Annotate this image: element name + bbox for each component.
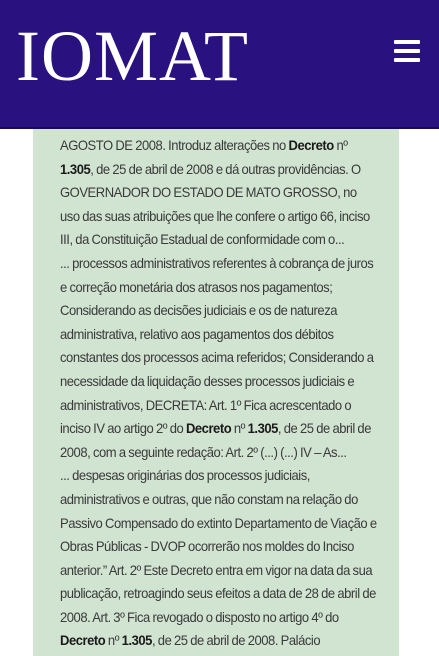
hamburger-menu-icon[interactable] <box>390 36 426 66</box>
snippet-run: , de 25 de abril de 2008 e dá outras providências. O GOVERNADOR DO ESTADO DE MATO GROSSO, no uso das suas atribuições que lhe confere o artigo 66, inciso III, da Constituição Estadual de conformidade com o... <box>60 160 370 248</box>
site-header <box>0 0 439 129</box>
menu-bar <box>394 40 420 44</box>
snippet-text <box>60 134 378 653</box>
highlighted-term: Decreto <box>288 137 334 153</box>
snippet-paragraph-3 <box>60 464 378 653</box>
snippet-run: nº <box>231 420 248 437</box>
highlighted-term: 1.305 <box>247 420 278 437</box>
snippet-run: , de 25 de abril de 2008, com a seguinte redação: Art. 2º (...) (...) IV – As... <box>60 420 371 460</box>
snippet-paragraph-2 <box>60 252 378 464</box>
snippet-run: nº <box>333 137 348 153</box>
snippet-run: AGOSTO DE 2008. Introduz alterações no <box>60 137 289 153</box>
snippet-run: ... despesas originárias dos processos judiciais, administrativos e outras, que não constam na relação do Passivo Compensado do extinto Departamento de Viação e Obras Públicas - DVOP ocorrerão nos moldes do Inciso anterior.” Art. 2º Este Decreto entra em vigor na data da sua publicação, retroagindo seus efeitos a data de 28 de abril de 2008. Art. 3º Fica revogado o disposto no artigo 4º do <box>60 467 377 625</box>
search-result-snippet <box>33 129 399 656</box>
highlighted-term: 1.305 <box>60 160 91 177</box>
highlighted-term: 1.305 <box>121 632 152 649</box>
snippet-run: ... processos administrativos referentes à cobrança de juros e correção monetária dos atrasos nos pagamentos; Considerando as decisões judiciais e os de natureza administrativa, relativo aos pagamentos dos débitos constantes dos processos acima referidos; Considerando a necessidade da liquidação desses processos judiciais e administrativos, DECRETA: Art. 1º Fica acrescentado o inciso IV ao artigo 2º do <box>60 254 374 437</box>
highlighted-term: Decreto <box>185 420 232 437</box>
site-logo[interactable]: IOMAT <box>16 16 249 96</box>
snippet-run: , de 25 de abril de 2008. Palácio <box>151 632 321 649</box>
menu-bar <box>394 49 420 53</box>
snippet-run: nº <box>105 632 122 649</box>
menu-bar <box>394 58 420 62</box>
highlighted-term: Decreto <box>60 632 106 649</box>
snippet-paragraph-1 <box>60 134 378 252</box>
